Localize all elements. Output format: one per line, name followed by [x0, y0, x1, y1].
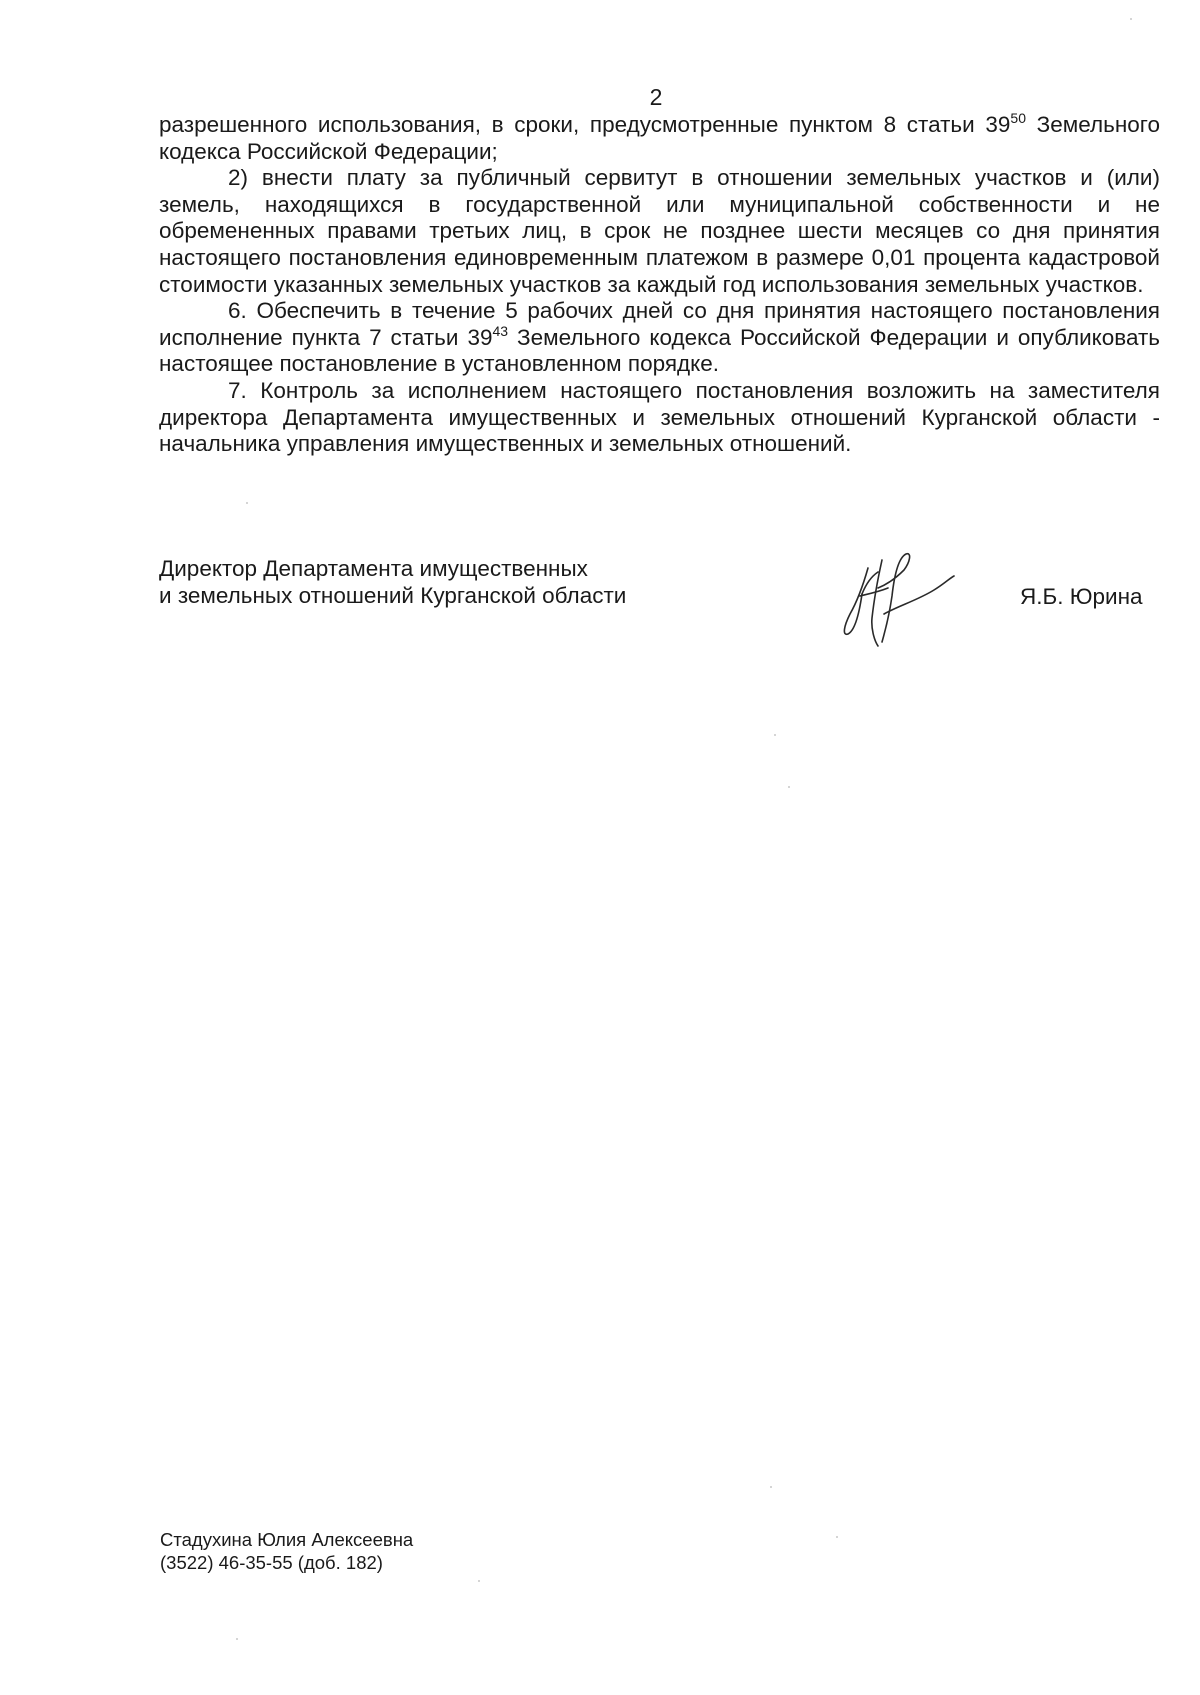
scan-speck — [246, 502, 248, 504]
scan-speck — [236, 1638, 238, 1640]
document-body — [159, 112, 1160, 458]
paragraph-item-6 — [159, 298, 1160, 378]
scan-speck — [770, 1486, 772, 1488]
scan-speck — [774, 734, 776, 736]
paragraph-3-tail: Земельного кодекса Российской Федерации и опубликовать настоящее постановление в установленном порядке. — [159, 324, 1160, 377]
paragraph-1-text: разрешенного использования, в сроки, предусмотренные пунктом 8 статьи 39 — [159, 112, 1011, 137]
paragraph-3-text: 6. Обеспечить в течение 5 рабочих дней со дня принятия настоящего постановления исполнение пункта 7 статьи 39 — [159, 298, 1160, 350]
paragraph-1-tail: Земельного кодекса Российской Федерации; — [159, 112, 1160, 164]
signatory-position-line-2: и земельных отношений Курганской области — [159, 582, 627, 608]
scan-speck — [836, 1536, 838, 1538]
signatory-position-line-1: Директор Департамента имущественных — [159, 556, 588, 581]
executor-info — [160, 1528, 413, 1574]
executor-name: Стадухина Юлия Алексеевна — [160, 1529, 414, 1550]
paragraph-continuation — [159, 112, 1160, 165]
paragraph-item-7: 7. Контроль за исполнением настоящего постановления возложить на заместителя директора Департамента имущественных и земельных отношений Курганской области - начальника управления имущественных и земельных отношений. — [159, 377, 1160, 457]
article-superscript-50: 50 — [1010, 110, 1026, 126]
page-number: 2 — [649, 84, 663, 110]
article-superscript-43: 43 — [492, 322, 509, 339]
handwritten-signature — [838, 548, 958, 654]
signatory-position — [159, 556, 626, 609]
paragraph-item-2: 2) внести плату за публичный сервитут в отношении земельных участков и (или) земель, находящихся в государственной или муниципальной собственности и не обремененных правами третьих лиц, в срок не позднее шести месяцев со дня принятия настоящего постановления единовременным платежом в размере 0,01 процента кадастровой стоимости указанных земельных участков за каждый год использования земельных участков. — [159, 165, 1160, 297]
scan-speck — [788, 786, 790, 788]
executor-phone: (3522) 46-35-55 (доб. 182) — [160, 1552, 383, 1573]
scan-speck — [478, 1580, 480, 1582]
scan-speck — [1130, 18, 1132, 20]
signatory-name: Я.Б. Юрина — [1020, 584, 1143, 609]
